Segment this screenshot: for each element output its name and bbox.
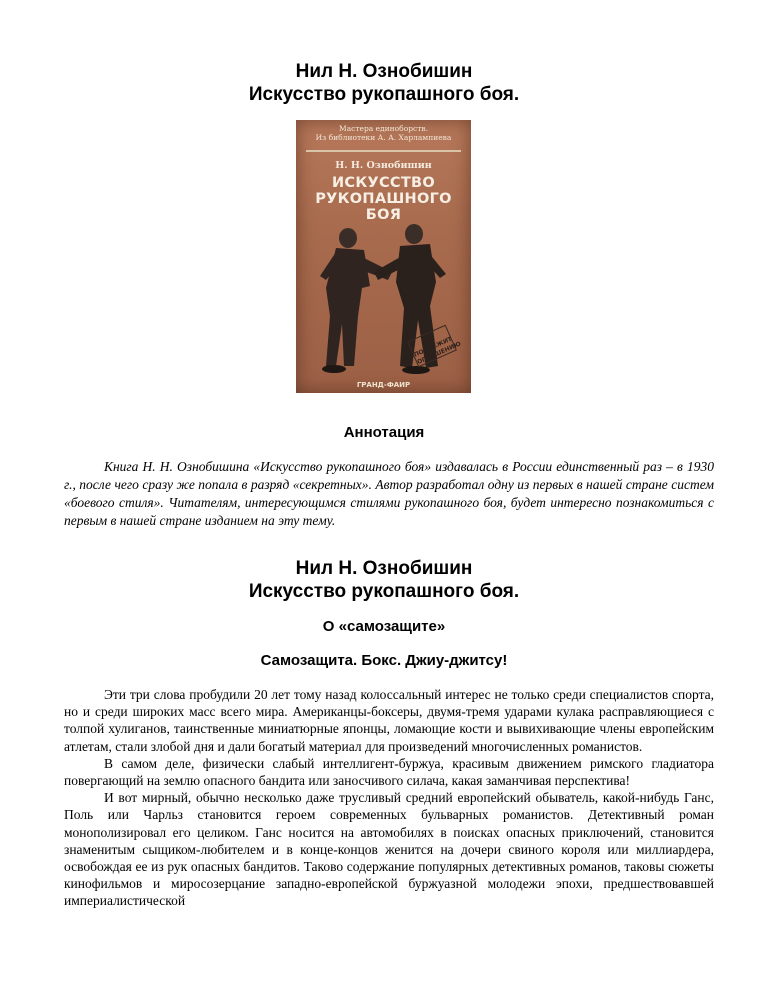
chapter-body [64, 686, 714, 910]
cover-author: Н. Н. Ознобишин [335, 160, 432, 171]
subsection-heading: Самозащита. Бокс. Джиу-джитсу! [260, 652, 508, 669]
cover-divider [306, 150, 461, 152]
cover-title-line: ИСКУССТВО [331, 175, 436, 191]
body-paragraph: В самом деле, физически слабый интеллигент-буржуа, красивым движением римского гладиатора повергающий на землю опасного бандита или заносчивого силача, какая заманчивая перспектива! [64, 755, 714, 789]
body-paragraph: Эти три слова пробудили 20 лет тому назад колоссальный интерес не только среди специалистов спорта, но и среди широких масс всего мира. Американцы-боксеры, двумя-тремя ударами кулака расправляющиеся с толпой хулиганов, таинственные миниатюрные японцы, ломающие кости и вывихивающие члены европейским атлетам, стали злобой дня и дали богатый материал для произведений многочисленных романистов. [64, 687, 714, 754]
chapter-title [0, 557, 768, 603]
chapter-book-title: Искусство рукопашного боя. [248, 581, 520, 602]
annotation-heading: Аннотация [343, 424, 425, 441]
cover-series [296, 124, 471, 142]
book-title: Искусство рукопашного боя. [248, 84, 520, 105]
secret-stamp: НЕ ПОДЛЕЖИТ ОГЛАШЕНИЮ [407, 325, 457, 368]
annotation-text: Книга Н. Н. Ознобишина «Искусство рукопашного боя» издавалась в России единственный раз – в 1930 г., после чего сразу же попала в разряд «секретных». Автор разработал одну из первых в нашей стране систем «боевого стиля». Читателям, интересующимся стилями рукопашного боя, будет интересно познакомиться с первым в нашей стране изданием на эту тему. [64, 459, 714, 528]
book-cover-image [296, 120, 471, 393]
chapter-author: Нил Н. Ознобишин [295, 558, 473, 579]
cover-publisher: ГРАНД-ФАИР [356, 381, 411, 389]
section-heading: О «самозащите» [322, 618, 446, 635]
body-paragraph: И вот мирный, обычно несколько даже трусливый средний европейский обыватель, какой-нибудь Ганс, Поль или Чарльз становится героем современных бульварных романистов. Детективный роман монополизировал его целиком. Ганс носится на автомобилях в поисках опасных приключений, становится знаменитым сыщиком-любителем и в конце-концов женится на дочери свиного короля или миллиардера, освобождая ее из рук опасных бандитов. Таково содержание популярных детективных романов, таковы сюжеты кинофильмов и миросозерцание западно-европейской буржуазной молодежи эпохи, предшествовавшей империалистической [64, 790, 714, 909]
cover-series-line: Мастера единоборств. [339, 124, 428, 133]
fighters-illustration [296, 216, 471, 381]
cover-series-line: Из библиотеки А. А. Харлампиева [315, 133, 452, 142]
cover-title-line: РУКОПАШНОГО БОЯ [315, 191, 452, 223]
document-title [0, 60, 768, 106]
author-name: Нил Н. Ознобишин [295, 61, 473, 82]
